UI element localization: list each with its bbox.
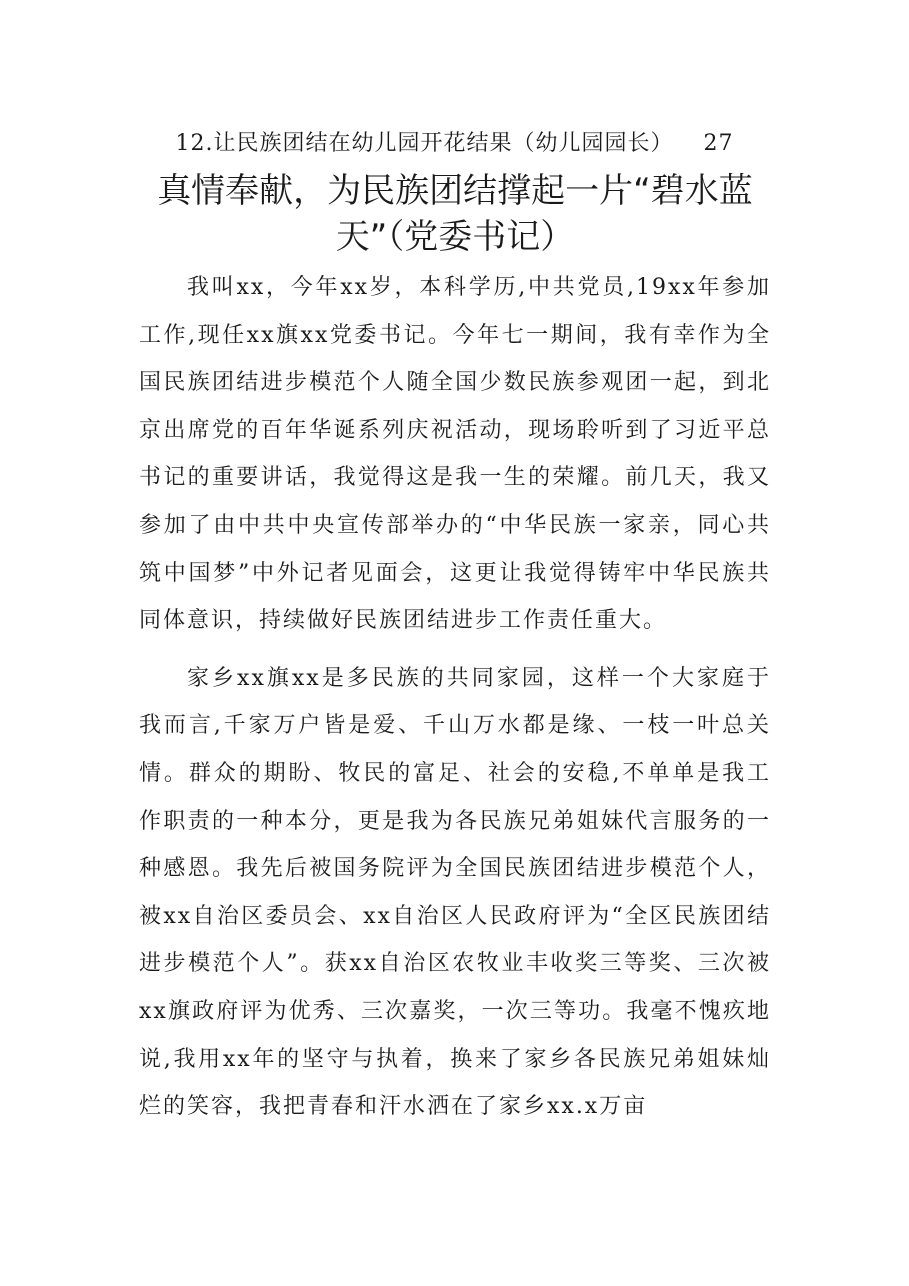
- toc-page-number: 27: [703, 131, 734, 156]
- article-body: [139, 264, 771, 1141]
- paragraph: 家乡xx旗xx是多民族的共同家园，这样一个大家庭于我而言,千家万户皆是爱、千山万水都是缘、一枝一叶总关情。群众的期盼、牧民的富足、社会的安稳,不单单是我工作职责的一种本分，更是我为各民族兄弟姐妹代言服务的一种感恩。我先后被国务院评为全国民族团结进步模范个人，被xx自治区委员会、xx自治区人民政府评为“全区民族团结进步模范个人”。获xx自治区农牧业丰收奖三等奖、三次被xx旗政府评为优秀、三次嘉奖，一次三等功。我毫不愧疚地说,我用xx年的坚守与执着，换来了家乡各民族兄弟姐妹灿烂的笑容，我把青春和汗水洒在了家乡xx.x万亩: [139, 665, 771, 1120]
- toc-entry-text: 12.让民族团结在幼儿园开花结果（幼儿园园长）: [175, 131, 674, 156]
- toc-entry: [0, 128, 909, 160]
- paragraph: 我叫xx，今年xx岁，本科学历,中共党员,19xx年参加工作,现任xx旗xx党委书记。今年七一期间，我有幸作为全国民族团结进步模范个人随全国少数民族参观团一起，到北京出席党的百年华诞系列庆祝活动，现场聆听到了习近平总书记的重要讲话，我觉得这是我一生的荣耀。前几天，我又参加了由中共中央宣传部举办的“中华民族一家亲，同心共筑中国梦”中外记者见面会，这更让我觉得铸牢中华民族共同体意识，持续做好民族团结进步工作责任重大。: [139, 275, 771, 634]
- article-title: 真情奉献，为民族团结撑起一片“碧水蓝天”（党委书记）: [157, 171, 753, 257]
